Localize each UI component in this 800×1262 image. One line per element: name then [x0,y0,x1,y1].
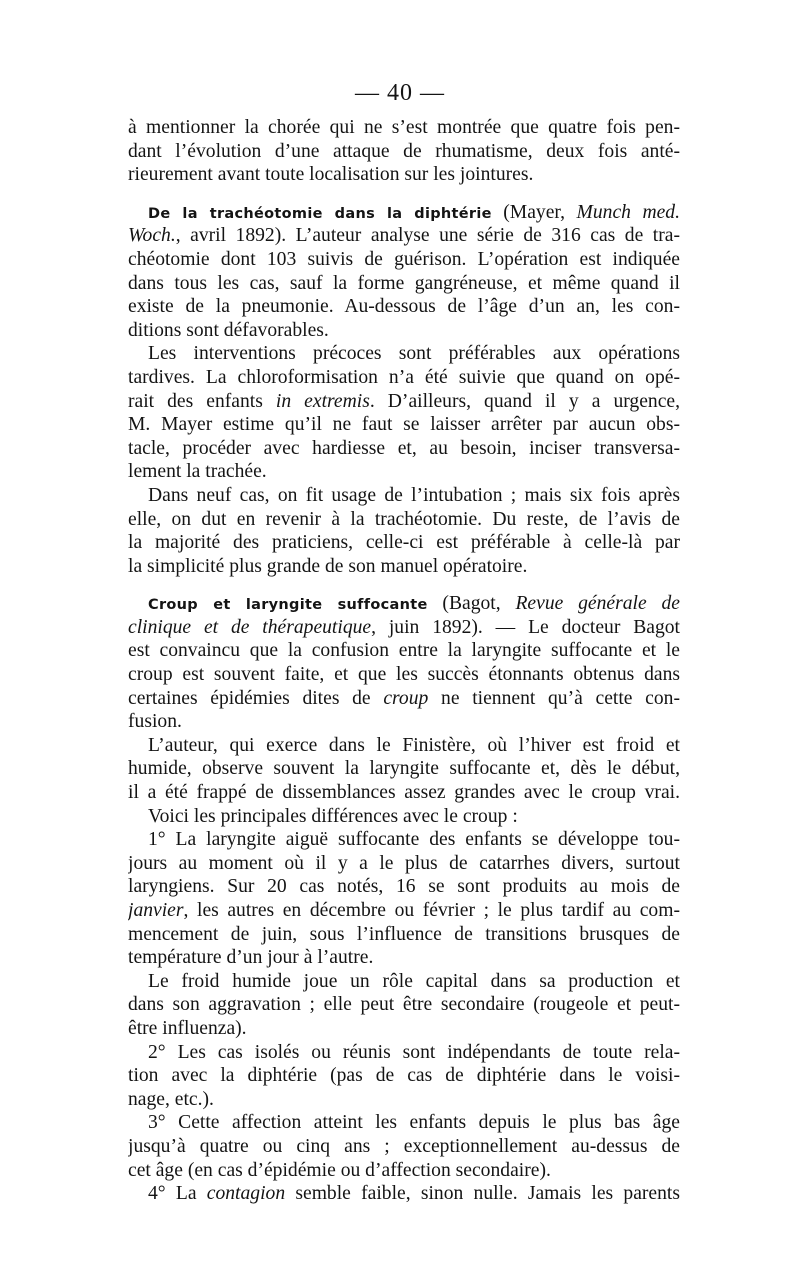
italic-text: Munch med. [576,201,680,223]
text-segment: 2° Les cas isolés ou réunis sont indépendants de toute rela- [148,1041,680,1063]
text-line [128,1064,680,1088]
text-segment: croup est souvent faite, et que les succès étonnants obtenus dans [128,664,680,686]
text-line [128,272,680,296]
text-segment: , les autres en décembre ou février ; le plus tardif au com- [183,900,680,921]
italic-text: Woch. [128,225,176,247]
text-line [128,116,680,140]
text-line [128,484,680,508]
text-line [128,437,680,461]
text-line [128,1088,680,1112]
text-line [128,413,680,437]
text-segment: température d’un jour à l’autre. [128,947,374,969]
text-segment: il a été frappé de dissemblances assez grandes avec le croup vrai. [128,782,680,804]
text-segment: Dans neuf cas, on fit usage de l’intubation ; mais six fois après [148,484,680,506]
text-line [128,140,680,164]
text-line [128,1135,680,1159]
text-segment: semble faible, sinon nulle. Jamais les parents [285,1183,680,1205]
text-segment: cet âge (en cas d’épidémie ou d’affection secondaire). [128,1159,551,1181]
text-line [128,923,680,947]
text-line [128,201,680,225]
text-segment: 3° Cette affection atteint les enfants depuis le plus bas âge [148,1112,680,1134]
text-segment: , juin 1892). — Le docteur Bagot [371,616,680,638]
text-segment: jours au moment où il y a le plus de catarrhes divers, surtout [128,852,680,874]
text-line [128,993,680,1017]
text-line [128,1182,680,1206]
text-line [128,224,680,248]
text-segment: tardives. La chloroformisation n’a été suivie que quand on opé- [128,366,680,388]
text-line [128,366,680,390]
text-line [128,1017,680,1041]
italic-text: croup [383,687,429,709]
text-line [128,663,680,687]
text-line [128,460,680,484]
text-segment: 4° La [148,1183,207,1205]
text-segment: jusqu’à quatre ou cinq ans ; exceptionnellement au-dessus de [128,1135,680,1157]
text-line [128,163,680,187]
text-line [128,616,680,640]
text-segment: lement la trachée. [128,461,267,483]
text-segment: fusion. [128,711,182,733]
text-line [128,592,680,616]
text-line [128,734,680,758]
text-segment: Les interventions précoces sont préférables aux opérations [148,343,680,365]
text-segment: Le froid humide joue un rôle capital dans sa production et [148,970,680,992]
page-number: — 40 — [355,80,445,106]
text-line [128,710,680,734]
text-segment: Voici les principales différences avec le croup : [148,805,518,827]
text-segment: tacle, procéder avec hardiesse et, au besoin, inciser transversa- [128,437,680,459]
text-line [128,852,680,876]
text-segment: laryngiens. Sur 20 cas notés, 16 se sont produits au mois de [128,876,680,898]
italic-text: janvier [128,900,184,921]
text-segment: être influenza). [128,1017,247,1039]
text-segment: (Bagot, [427,593,516,615]
text-segment: humide, observe souvent la laryngite suffocante et, dès le début, [128,758,680,780]
text-segment: dant l’évolution d’une attaque de rhumatisme, deux fois anté- [128,140,680,162]
text-line [128,805,680,829]
text-line [128,1041,680,1065]
text-line [128,248,680,272]
text-segment: M. Mayer estime qu’il ne faut se laisser arrêter par aucun obs- [128,414,680,436]
text-line [128,390,680,414]
text-segment: tion avec la diphtérie (pas de cas de diphtérie dans le voisi- [128,1065,680,1087]
text-line [128,687,680,711]
text-segment: ditions sont défavorables. [128,319,329,341]
text-segment: elle, on dut en revenir à la trachéotomie. Du reste, de l’avis de [128,508,680,530]
italic-text: contagion [206,1183,286,1205]
text-segment: chéotomie dont 103 suivis de guérison. L’opération est indiquée [128,248,680,270]
text-segment: dans son aggravation ; elle peut être secondaire (rougeole et peut- [128,994,680,1016]
text-line [128,555,680,579]
text-line [128,319,680,343]
text-segment: , avril 1892). L’auteur analyse une série de 316 cas de tra- [175,225,680,247]
text-line [128,875,680,899]
text-line [128,508,680,532]
text-line [128,1111,680,1135]
text-line [128,946,680,970]
text-segment: mencement de juin, sous l’influence de transitions brusques de [128,923,680,945]
text-segment: L’auteur, qui exerce dans le Finistère, où l’hiver est froid et [148,734,680,756]
section-gap [128,578,680,592]
text-line [128,757,680,781]
section-gap [128,187,680,201]
text-segment: . D’ailleurs, quand il y a urgence, [369,390,680,412]
text-segment: la majorité des praticiens, celle-ci est préférable à celle-là par [128,532,680,554]
text-segment: la simplicité plus grande de son manuel opératoire. [128,555,528,577]
text-segment: (Mayer, [491,201,577,223]
section-heading: Croup et laryngite suffocante [148,597,428,614]
italic-text: clinique et de thérapeutique [128,616,372,638]
text-segment: à mentionner la chorée qui ne s’est montrée que quatre fois pen- [128,117,680,138]
text-segment: est convaincu que la confusion entre la laryngite suffocante et le [128,640,680,662]
text-line [128,295,680,319]
text-line [128,970,680,994]
text-segment: rait des enfants [128,390,276,412]
text-segment: rieurement avant toute localisation sur les jointures. [128,164,534,186]
text-segment: ne tiennent qu’à cette con- [428,687,680,709]
text-segment: 1° La laryngite aiguë suffocante des enfants se développe tou- [148,829,680,851]
text-line [128,1159,680,1183]
text-line [128,639,680,663]
text-line [128,828,680,852]
page-body [128,116,680,1206]
italic-text: in extremis [275,390,370,412]
text-segment: certaines épidémies dites de [128,687,384,709]
section-heading: De la trachéotomie dans la diphtérie [148,205,492,222]
text-line [128,342,680,366]
text-segment: existe de la pneumonie. Au-dessous de l’âge d’un an, les con- [128,296,680,318]
text-line [128,899,680,923]
text-segment: nage, etc.). [128,1088,214,1110]
italic-text: Revue générale de [515,593,680,615]
text-line [128,781,680,805]
text-line [128,531,680,555]
text-segment: dans tous les cas, sauf la forme gangréneuse, et même quand il [128,272,680,294]
